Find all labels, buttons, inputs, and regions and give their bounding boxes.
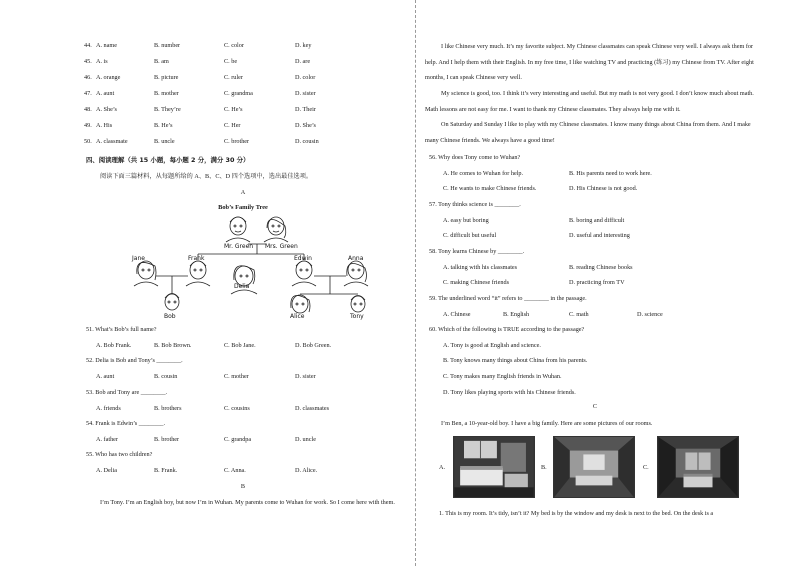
question-number: 50. — [84, 138, 92, 145]
option-d: D. color — [295, 74, 316, 81]
option-a: A. aunt — [96, 373, 115, 380]
option-b: B. brothers — [154, 405, 182, 412]
option-c: C. ruler — [224, 74, 243, 81]
option-d: D. are — [295, 58, 311, 65]
label-frank: Frank — [188, 255, 205, 262]
option-c: C. He wants to make Chinese friends. — [443, 185, 537, 192]
option-b: B. English — [503, 311, 530, 318]
label-alice: Alice — [290, 313, 305, 320]
option-c: C. He’s — [224, 106, 243, 113]
section-title: 四、阅读理解（共 15 小题，每小题 2 分，满分 30 分） — [86, 156, 250, 164]
option-d: D. key — [295, 42, 312, 49]
option-row — [84, 373, 402, 381]
option-a: A. Tony is good at English and science. — [443, 342, 541, 349]
option-a: A. name — [96, 42, 117, 49]
bob-portrait — [165, 294, 179, 311]
option-row — [84, 405, 402, 413]
option-d: D. sister — [295, 373, 316, 380]
right-column — [425, 0, 765, 566]
option-d: D. His Chinese is not good. — [569, 185, 638, 192]
alice-portrait — [291, 295, 310, 313]
option-a: A. talking with his classmates — [443, 264, 518, 271]
option-d: D. science — [637, 311, 663, 318]
option-c: C. brother — [224, 138, 250, 145]
question-number: 49. — [84, 122, 92, 129]
question-stem: 57. Tony thinks science is ________. — [429, 201, 521, 208]
option-a: A. aunt — [96, 90, 115, 97]
column-divider — [415, 0, 416, 566]
question-stem: 60. Which of the following is TRUE according to the passage? — [429, 326, 585, 333]
label-mrs-green: Mrs. Green — [265, 243, 298, 250]
option-b: B. cousin — [154, 373, 178, 380]
option-b: B. brother — [154, 436, 180, 443]
option-a: A. classmate — [96, 138, 128, 145]
question-number: 46. — [84, 74, 92, 81]
label-delia: Delia — [234, 283, 250, 290]
option-d: D. useful and interesting — [569, 232, 630, 239]
option-d: D. Alice. — [295, 467, 318, 474]
option-d: D. uncle — [295, 436, 316, 443]
label-tony: Tony — [350, 313, 364, 320]
option-c: C. Bob Jane. — [224, 342, 256, 349]
option-d: D. practicing from TV — [569, 279, 625, 286]
frank-portrait — [186, 261, 210, 286]
room-picture-b — [553, 436, 635, 498]
mr-green-portrait — [226, 217, 250, 242]
anna-portrait — [344, 261, 368, 286]
question-stem: 56. Why does Tony come to Wuhan? — [429, 154, 521, 161]
label-jane: Jane — [132, 255, 145, 262]
option-d: D. Tony likes playing sports with his Chinese friends. — [443, 389, 576, 396]
passage-b-letter: B — [240, 483, 246, 490]
option-a: A. is — [96, 58, 108, 65]
option-a: A. father — [96, 436, 118, 443]
jane-portrait — [134, 261, 158, 286]
option-b: B. mother — [154, 90, 179, 97]
option-b: B. picture — [154, 74, 179, 81]
option-c: C. difficult but useful — [443, 232, 497, 239]
option-c: C. be — [224, 58, 238, 65]
question-number: 48. — [84, 106, 92, 113]
label-mr-green: Mr. Green — [224, 243, 254, 250]
option-a: A. orange — [96, 74, 121, 81]
picture-label-c: C. — [643, 464, 649, 471]
picture-label-a: A. — [439, 464, 446, 471]
option-c: C. grandpa — [224, 436, 252, 443]
option-b: B. Frank. — [154, 467, 178, 474]
question-number: 45. — [84, 58, 92, 65]
option-c: C. Tony makes many English friends in Wuhan. — [443, 373, 562, 380]
option-c: C. making Chinese friends — [443, 279, 509, 286]
option-c: C. mother — [224, 373, 249, 380]
option-b: B. Bob Brown. — [154, 342, 192, 349]
question-stem: 51. What’s Bob’s full name? — [86, 326, 157, 333]
passage-a-letter: A — [240, 189, 246, 196]
edwin-portrait — [292, 261, 316, 286]
passage-b-paragraph-2: My science is good, too. I think it’s very interesting and useful. But my math is not very good. I don’t know much about math. Math lessons are not easy for me. I want to thank my Chinese classmates. They always help me with it. — [425, 90, 754, 113]
left-column — [84, 0, 402, 566]
option-b: B. reading Chinese books — [569, 264, 633, 271]
question-stem: 52. Delia is Bob and Tony’s ________. — [86, 357, 183, 364]
option-a: A. friends — [96, 405, 121, 412]
option-a: A. Delia — [96, 467, 117, 474]
option-d: D. She’s — [295, 122, 316, 129]
option-d: D. Bob Green. — [295, 342, 332, 349]
option-a: A. He comes to Wuhan for help. — [443, 170, 524, 177]
passage-c-line-1: 1. This is my room. It’s tidy, isn’t it? My bed is by the window and my desk is next to the bed. On the desk is a — [439, 510, 714, 517]
question-stem: 53. Bob and Tony are ________. — [86, 389, 168, 396]
option-b: B. Tony knows many things about China from his parents. — [443, 357, 588, 364]
room-picture-c — [657, 436, 739, 498]
question-number: 47. — [84, 90, 92, 97]
question-stem: 59. The underlined word “it” refers to ________ in the passage. — [429, 295, 587, 302]
passage-c-intro: I’m Ben, a 10-year-old boy. I have a big family. Here are some pictures of our rooms. — [441, 420, 653, 427]
mrs-green-portrait — [264, 217, 288, 242]
question-stem: 55. Who has two children? — [86, 451, 153, 458]
passage-b-intro: I’m Tony. I’m an English boy, but now I’m in Wuhan. My parents come to Wuhan for work. So I come here with them. — [100, 499, 395, 506]
option-d: D. classmates — [295, 405, 330, 412]
question-stem: 58. Tony learns Chinese by ________. — [429, 248, 525, 255]
picture-label-b: B. — [541, 464, 547, 471]
label-edwin: Edwin — [294, 255, 312, 262]
label-bob: Bob — [164, 313, 176, 320]
option-a: A. His — [96, 122, 113, 129]
option-c: C. grandma — [224, 90, 253, 97]
passage-c-letter: C — [592, 403, 598, 410]
option-row — [84, 467, 402, 475]
option-d: D. Their — [295, 106, 316, 113]
room-picture-a — [453, 436, 535, 498]
option-a: A. She’s — [96, 106, 117, 113]
option-a: A. easy but boring — [443, 217, 489, 224]
label-anna: Anna — [348, 255, 364, 262]
question-number: 44. — [84, 42, 92, 49]
option-c: C. Anna. — [224, 467, 246, 474]
passage-b-paragraph-3: On Saturday and Sunday I like to play with my Chinese classmates. I know many things about China from them. And I make many Chinese friends. We always have a good time! — [425, 121, 751, 144]
option-b: B. number — [154, 42, 181, 49]
option-a: A. Chinese — [443, 311, 471, 318]
option-b: B. He’s — [154, 122, 173, 129]
family-tree-illustration — [126, 206, 376, 320]
option-a: A. Bob Frank. — [96, 342, 132, 349]
option-b: B. am — [154, 58, 169, 65]
option-row — [84, 342, 402, 350]
option-c: C. math — [569, 311, 589, 318]
option-d: D. cousin — [295, 138, 319, 145]
option-b: B. His parents need to work here. — [569, 170, 652, 177]
option-c: C. Her — [224, 122, 241, 129]
family-tree-title: Bob’s Family Tree — [218, 204, 268, 211]
option-b: B. They’re — [154, 106, 181, 113]
question-stem: 54. Frank is Edwin’s ________. — [86, 420, 166, 427]
tony-portrait — [351, 296, 365, 313]
option-c: C. cousins — [224, 405, 250, 412]
section-instruction: 阅读下面三篇材料，从每题所给的 A、B、C、D 四个选项中，选出最佳选项。 — [100, 173, 313, 180]
option-b: B. boring and difficult — [569, 217, 625, 224]
option-row — [84, 436, 402, 444]
passage-b-paragraph-1: I like Chinese very much. It’s my favorite subject. My Chinese classmates can speak Chinese very well. I always ask them for help. And I help them with their English. In my free time, I like watching TV and practicing (练习) my Chinese from TV. After eight months, I can speak Chinese very well. — [425, 43, 754, 81]
option-d: D. sister — [295, 90, 316, 97]
option-c: C. color — [224, 42, 244, 49]
option-b: B. uncle — [154, 138, 175, 145]
